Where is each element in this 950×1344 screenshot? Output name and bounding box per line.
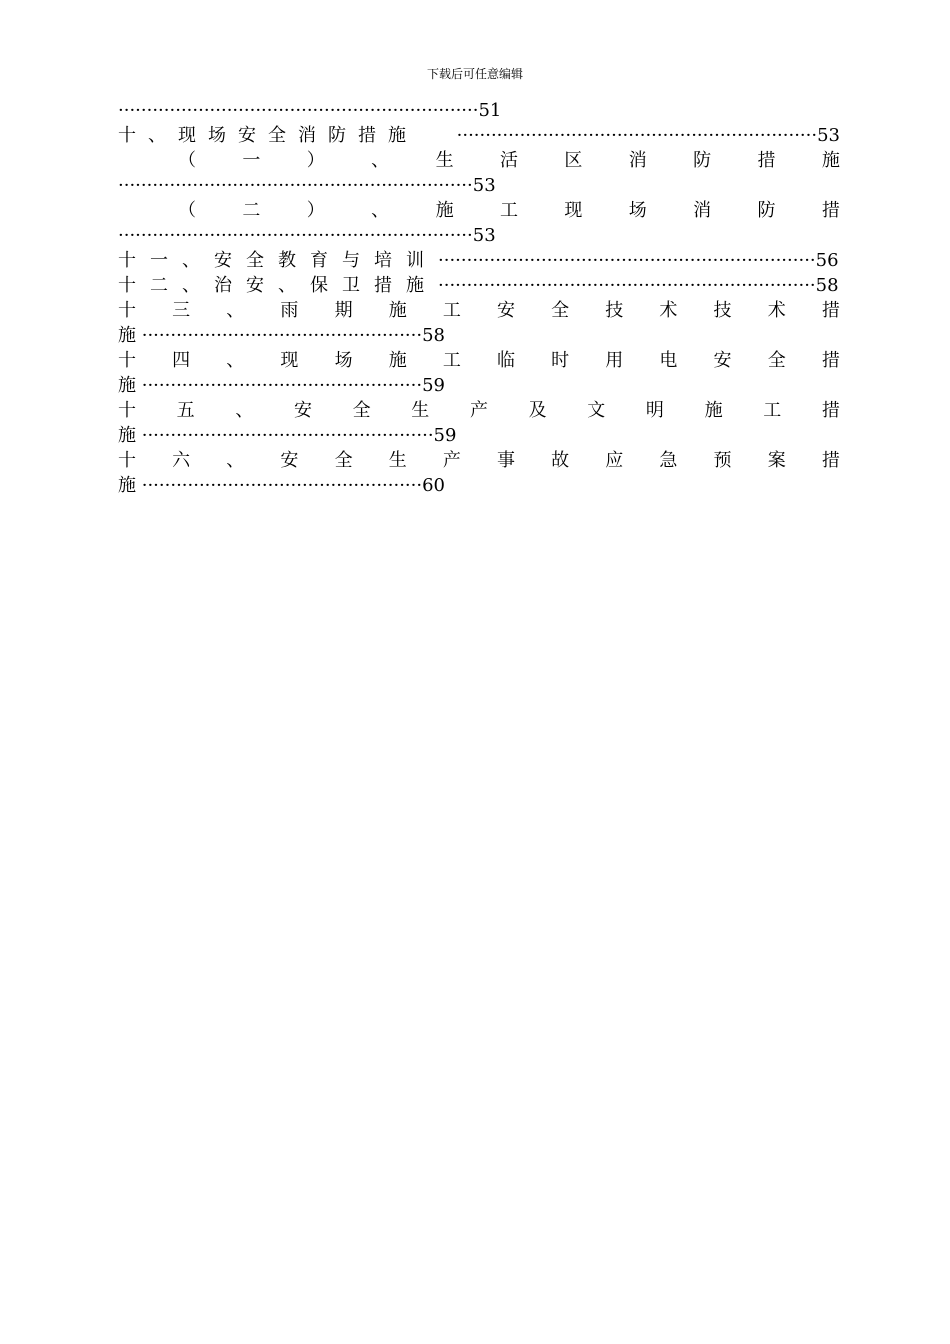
toc-char: 现 bbox=[564, 200, 583, 221]
toc-char: 十 bbox=[118, 350, 136, 371]
toc-char: 三 bbox=[172, 300, 191, 321]
toc-char: 工 bbox=[442, 350, 461, 371]
toc-entry-11[interactable] bbox=[118, 248, 840, 273]
toc-char: 生 bbox=[388, 450, 407, 471]
toc-char: 防 bbox=[693, 150, 712, 171]
toc-char: 十 bbox=[118, 300, 136, 321]
toc-leader: ······························································ bbox=[118, 175, 473, 196]
toc-char: 现 bbox=[280, 350, 299, 371]
toc-char: 产 bbox=[469, 400, 488, 421]
toc-leader: ················································· bbox=[141, 325, 423, 346]
toc-entry-14-cont[interactable] bbox=[118, 373, 840, 398]
toc-char: 故 bbox=[551, 450, 570, 471]
toc-char: 、 bbox=[371, 150, 390, 171]
toc-entry-10[interactable] bbox=[118, 123, 840, 148]
toc-char: 、 bbox=[226, 300, 245, 321]
toc-entry-10-1-leader[interactable] bbox=[118, 173, 840, 198]
toc-char: 措 bbox=[821, 450, 840, 471]
toc-entry-continued[interactable] bbox=[118, 98, 840, 123]
toc-entry-10-1[interactable] bbox=[118, 148, 840, 173]
toc-char: 、 bbox=[226, 350, 245, 371]
toc-page-number: 53 bbox=[472, 225, 496, 246]
toc-char: 措 bbox=[821, 350, 840, 371]
toc-char: 区 bbox=[564, 150, 583, 171]
toc-char: 场 bbox=[628, 200, 647, 221]
toc-char: 一 bbox=[242, 150, 261, 171]
toc-char: 安 bbox=[713, 350, 732, 371]
toc-char: 期 bbox=[334, 300, 353, 321]
toc-entry-10-2-leader[interactable] bbox=[118, 223, 840, 248]
toc-char: 全 bbox=[334, 450, 353, 471]
toc-char: 施 bbox=[388, 300, 407, 321]
toc-char: 安 bbox=[496, 300, 515, 321]
toc-char: 施 bbox=[821, 150, 840, 171]
toc-char: 案 bbox=[767, 450, 786, 471]
toc-char: 全 bbox=[551, 300, 570, 321]
toc-char: 、 bbox=[371, 200, 390, 221]
toc-char: 施 bbox=[388, 350, 407, 371]
toc-char: 雨 bbox=[280, 300, 299, 321]
toc-char: 技 bbox=[605, 300, 624, 321]
toc-entry-title: 十一、安全教育与培训 bbox=[118, 250, 438, 271]
toc-char: 场 bbox=[334, 350, 353, 371]
toc-char: 、 bbox=[235, 400, 254, 421]
toc-char: 全 bbox=[767, 350, 786, 371]
toc-char: 施 bbox=[704, 400, 723, 421]
toc-char: 工 bbox=[763, 400, 782, 421]
toc-leader: ······························································· bbox=[118, 100, 479, 121]
toc-leader: ······························································ bbox=[118, 225, 473, 246]
toc-char: 预 bbox=[713, 450, 732, 471]
toc-entry-12[interactable] bbox=[118, 273, 840, 298]
toc-char: 临 bbox=[496, 350, 515, 371]
toc-entry-16-cont[interactable] bbox=[118, 473, 840, 498]
toc-char: （ bbox=[178, 150, 196, 171]
toc-entry-14[interactable] bbox=[118, 348, 840, 373]
toc-char: 明 bbox=[645, 400, 664, 421]
toc-page-number: 56 bbox=[815, 250, 839, 271]
toc-char: 活 bbox=[499, 150, 518, 171]
toc-page-number: 59 bbox=[422, 375, 446, 396]
toc-entry-13[interactable] bbox=[118, 298, 840, 323]
toc-entry-10-2[interactable] bbox=[118, 198, 840, 223]
toc-char: 四 bbox=[172, 350, 191, 371]
toc-char: 应 bbox=[605, 450, 624, 471]
toc-char: 急 bbox=[659, 450, 678, 471]
toc-char: 时 bbox=[551, 350, 570, 371]
toc-char: 工 bbox=[499, 200, 518, 221]
toc-entry-15[interactable] bbox=[118, 398, 840, 423]
toc-char: 产 bbox=[442, 450, 461, 471]
toc-char: 全 bbox=[352, 400, 371, 421]
toc-page-number: 58 bbox=[422, 325, 446, 346]
toc-char: 防 bbox=[757, 200, 776, 221]
toc-char: 安 bbox=[280, 450, 299, 471]
toc-char: 消 bbox=[628, 150, 647, 171]
toc-page-number: 59 bbox=[433, 425, 457, 446]
toc-entry-title: 十二、治安、保卫措施 bbox=[118, 275, 438, 296]
toc-char: 术 bbox=[659, 300, 678, 321]
toc-char: 生 bbox=[435, 150, 454, 171]
toc-leader: ······························································· bbox=[456, 125, 818, 146]
toc-char: 措 bbox=[821, 400, 840, 421]
toc-char: 措 bbox=[821, 200, 840, 221]
toc-page-number: 58 bbox=[815, 275, 839, 296]
toc-char: 用 bbox=[605, 350, 624, 371]
toc-char: 措 bbox=[757, 150, 776, 171]
toc-char: 安 bbox=[293, 400, 312, 421]
toc-entry-title-cont: 施 bbox=[118, 425, 136, 446]
toc-page-number: 53 bbox=[817, 125, 840, 146]
toc-char: 施 bbox=[435, 200, 454, 221]
toc-leader: ··················································· bbox=[141, 425, 434, 446]
toc-char: 事 bbox=[496, 450, 515, 471]
toc-entry-15-cont[interactable] bbox=[118, 423, 840, 448]
toc-page-number: 53 bbox=[472, 175, 496, 196]
toc-entry-title-cont: 施 bbox=[118, 475, 136, 496]
toc-entry-16[interactable] bbox=[118, 448, 840, 473]
toc-char: 、 bbox=[226, 450, 245, 471]
toc-leader: ·································································· bbox=[438, 275, 816, 296]
toc-entry-title-cont: 施 bbox=[118, 325, 136, 346]
toc-char: 技 bbox=[713, 300, 732, 321]
toc-page-number: 60 bbox=[422, 475, 446, 496]
toc-char: 十 bbox=[118, 450, 136, 471]
toc-char: 二 bbox=[242, 200, 261, 221]
toc-char: （ bbox=[178, 200, 196, 221]
table-of-contents bbox=[118, 98, 840, 498]
toc-entry-title: 十、现场安全消防措施 bbox=[118, 125, 418, 146]
toc-char: 十 bbox=[118, 400, 136, 421]
toc-char: 生 bbox=[411, 400, 430, 421]
toc-entry-13-cont[interactable] bbox=[118, 323, 840, 348]
toc-leader: ················································· bbox=[141, 375, 423, 396]
toc-char: 消 bbox=[693, 200, 712, 221]
toc-page-number: 51 bbox=[478, 100, 502, 121]
toc-char: 文 bbox=[587, 400, 606, 421]
toc-char: 术 bbox=[767, 300, 786, 321]
toc-char: 及 bbox=[528, 400, 547, 421]
toc-char: ） bbox=[306, 200, 325, 221]
toc-entry-title-cont: 施 bbox=[118, 375, 136, 396]
toc-char: 五 bbox=[176, 400, 195, 421]
toc-char: 电 bbox=[659, 350, 678, 371]
toc-char: 工 bbox=[442, 300, 461, 321]
page-header: 下载后可任意编辑 bbox=[426, 67, 523, 81]
toc-char: 六 bbox=[172, 450, 191, 471]
toc-leader: ················································· bbox=[141, 475, 423, 496]
toc-char: ） bbox=[306, 150, 325, 171]
toc-leader: ·································································· bbox=[438, 250, 816, 271]
toc-char: 措 bbox=[821, 300, 840, 321]
